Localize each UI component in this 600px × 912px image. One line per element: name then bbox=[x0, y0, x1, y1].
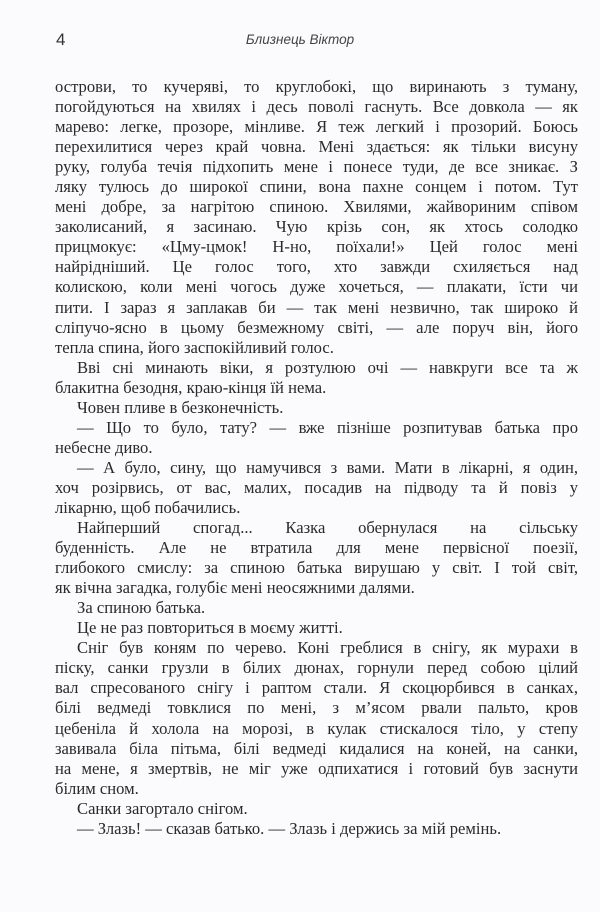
paragraph bbox=[55, 418, 578, 458]
text-line: блакитна безодня, краю-кінця їй нема. bbox=[55, 377, 327, 397]
running-title: Близнець Віктор bbox=[245, 32, 355, 47]
text-line: Сніг був коням по черево. Коні греблися в снігу, як мурахи в bbox=[77, 638, 578, 658]
text-line: марево: легке, прозоре, мінливе. Я теж легкий і прозорий. Боюсь bbox=[55, 117, 578, 137]
text-line: небесне диво. bbox=[55, 437, 153, 457]
text-line: Вві сні минають віки, я розтулюю очі — навкруги все та ж bbox=[77, 357, 578, 377]
text-line: прицмокує: «Цму-цмок! Н-но, поїхали!» Цей голос мені bbox=[55, 237, 578, 257]
text-line: руку, голуба течія підхопить мене і понесе туди, де все зникає. З bbox=[55, 157, 578, 177]
text-line: буденність. Але не втратила для мене первісної поезії, bbox=[55, 538, 578, 558]
text-line: Найперший спогад... Казка обернулася на сільську bbox=[77, 518, 578, 538]
paragraph bbox=[55, 799, 578, 819]
text-line: лікарню, щоб побачились. bbox=[55, 497, 241, 517]
text-line: сліпучо-ясно в цьому безмежному світі, — але поруч він, його bbox=[55, 317, 578, 337]
paragraph bbox=[55, 598, 578, 618]
paragraph bbox=[55, 77, 578, 358]
text-line: тепла спина, його заспокійливий голос. bbox=[55, 337, 334, 357]
text-line: вал спресованого снігу і раптом стали. Я скоцюрбився в санках, bbox=[55, 678, 578, 698]
text-line: цебеніла й холола на морозі, в кулак стискалося тіло, у степу bbox=[55, 718, 578, 738]
text-line: Це не раз повториться в моєму житті. bbox=[77, 618, 343, 638]
text-line: заколисаний, я засинаю. Чую крізь сон, як хтось солодко bbox=[55, 217, 578, 237]
text-line: на мене, я змертвів, не міг уже одпихатися і готовий був заснути bbox=[55, 758, 578, 778]
paragraph bbox=[55, 518, 578, 598]
paragraph bbox=[55, 358, 578, 398]
paragraph bbox=[55, 638, 578, 798]
text-line: глибокого смислу: за спиною батька вирушаю у світ. І той світ, bbox=[55, 558, 578, 578]
text-line: хоч розірвись, от вас, малих, посадив на підводу та й повіз у bbox=[55, 477, 578, 497]
text-line: — А було, сину, що намучився з вами. Мати в лікарні, я один, bbox=[77, 457, 578, 477]
paragraph bbox=[55, 398, 578, 418]
paragraph bbox=[55, 458, 578, 518]
text-line: колискою, коли мені чогось дуже хочеться, — плакати, їсти чи bbox=[55, 277, 578, 297]
text-line: — Що то було, тату? — вже пізніше розпитував батька про bbox=[77, 417, 578, 437]
text-line: білі ведмеді товклися по мені, з м’ясом рвали пальто, кров bbox=[55, 698, 578, 718]
text-line: За спиною батька. bbox=[77, 598, 206, 618]
text-line: піску, санки грузли в білих дюнах, горнули перед собою цілий bbox=[55, 658, 578, 678]
text-line: Човен пливе в безконечність. bbox=[77, 397, 284, 417]
text-line: острови, то кучеряві, то круглобокі, що виринають з туману, bbox=[55, 77, 578, 96]
text-line: білим сном. bbox=[55, 778, 139, 798]
text-line: — Злазь! — сказав батько. — Злазь і держись за мій ремінь. bbox=[77, 818, 502, 838]
text-line: ляку тулюсь до широкої спини, вона пахне сонцем і потом. Тут bbox=[55, 177, 578, 197]
text-line: завивала біла пітьма, білі ведмеді кидалися на коней, на санки, bbox=[55, 738, 578, 758]
text-line: найрідніший. Це голос того, хто завжди схиляється над bbox=[55, 257, 578, 277]
text-line: пити. І зараз я заплакав би — так мені незвично, так широко й bbox=[55, 297, 578, 317]
paragraph bbox=[55, 618, 578, 638]
paragraph bbox=[55, 819, 578, 839]
body-text bbox=[55, 77, 578, 839]
text-line: погойдуються на хвилях і десь поволі гаснуть. Все довкола — як bbox=[55, 97, 578, 117]
text-line: перехилитися через край човна. Мені здається: як тільки висуну bbox=[55, 137, 578, 157]
text-line: як вічна загадка, голубіє мені неосяжними далями. bbox=[55, 578, 415, 598]
text-line: Санки загортало снігом. bbox=[77, 798, 248, 818]
page-number: 4 bbox=[56, 30, 66, 49]
text-line: мені добре, за нагрітою спиною. Хвилями, жайвориним співом bbox=[55, 197, 578, 217]
